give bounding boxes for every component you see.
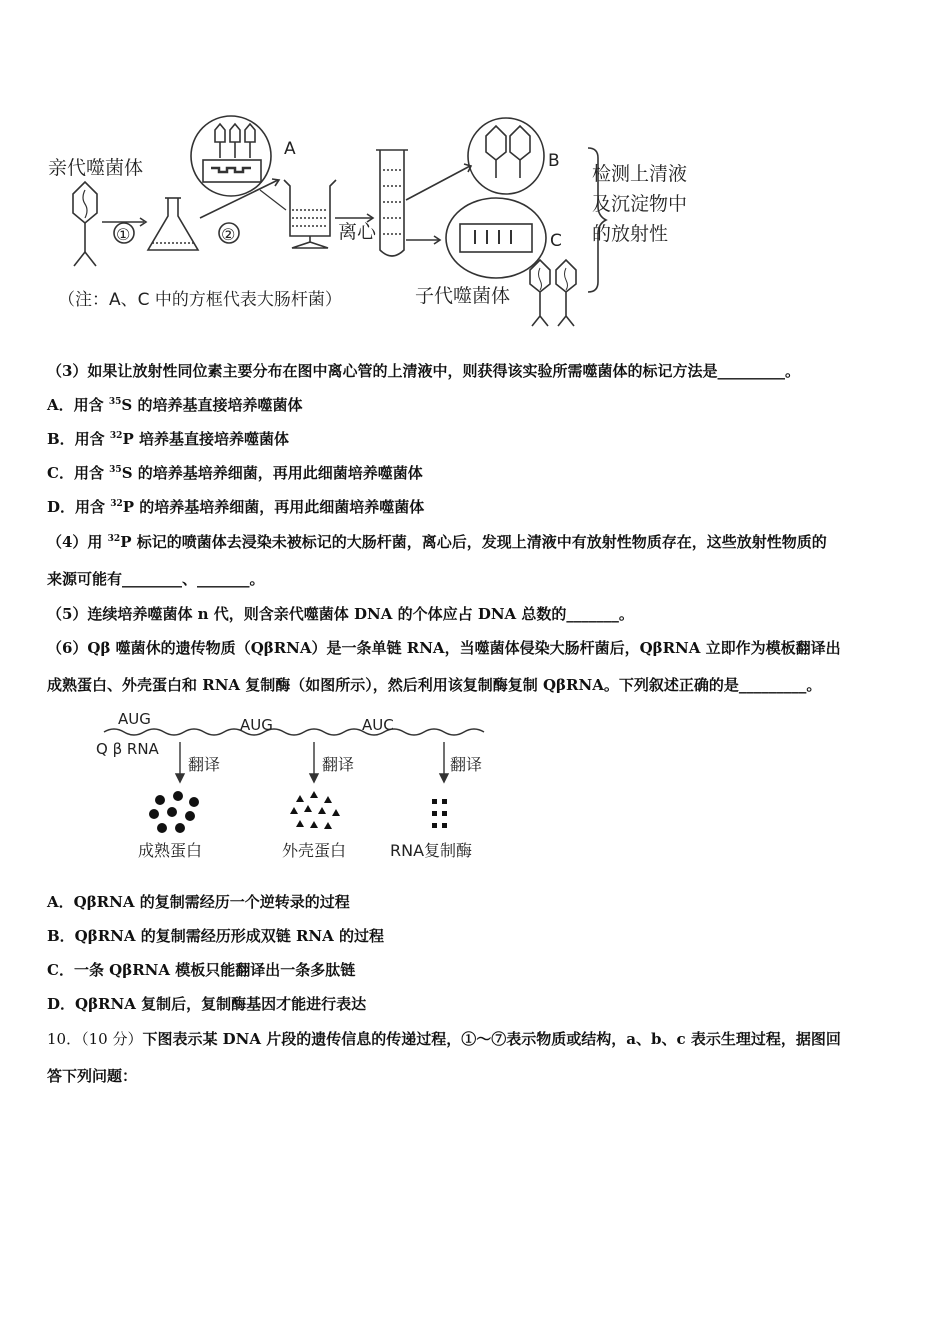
beaker-icon [284,180,336,248]
q5-text: （5）连续培养噬菌体 n 代，则含亲代噬菌体 DNA 的个体应占 DNA 总数的_______。 [47,605,634,623]
supernatant-circle-b [468,118,544,194]
q10-line1: 10．（10 分）下图表示某 DNA 片段的遗传信息的传递过程，①～⑦表示物质或结构，a、b、c 表示生理过程，据图回 [47,1030,841,1048]
q3-option-b: B．用含 $^{32}$P 培养基直接培养噬菌体 [47,430,289,448]
rna-strand [104,729,484,735]
product-label-2: 外壳蛋白 [282,841,347,860]
parent-phage-icon [73,182,97,266]
label-a: A [284,139,296,159]
q3-stem: （3）如果让放射性同位素主要分布在图中离心管的上清液中，则获得该实验所需噬菌体的标记方法是_________。 [47,362,800,380]
figure-note: （注：A、C 中的方框代表大肠杆菌） [58,290,342,310]
translate-label-3: 翻译 [450,755,483,774]
label-c: C [550,231,562,251]
detect-line3: 的放射性 [592,223,669,245]
q6-option-d: D．QβRNA 复制后，复制酶基因才能进行表达 [47,995,367,1013]
label-b: B [548,151,560,171]
parent-phage-label: 亲代噬菌体 [48,157,144,179]
translate-label-1: 翻译 [188,755,221,774]
product-label-3: RNA复制酶 [390,841,473,860]
replicase-icon [432,799,447,828]
q6-option-a: A．QβRNA 的复制需经历一个逆转录的过程 [47,893,350,911]
qbeta-rna-label: Q β RNA [96,740,159,758]
detect-line1: 检测上清液 [592,163,688,185]
pellet-circle-c [446,198,546,278]
q6-option-c: C．一条 QβRNA 模板只能翻译出一条多肽链 [47,961,356,979]
step2-label: ② [221,225,236,244]
q10-number: 10．（10 分） [47,1030,143,1048]
centrifuge-tube-icon [376,150,408,256]
aug-label-1: AUG [118,710,151,728]
q4-line1: （4）用 $^{32}$P 标记的喷菌体去浸染未被标记的大肠杆菌，离心后，发现上清液中有放射性物质存在，这些放射性物质的 [47,533,827,551]
step1-label: ① [116,225,131,244]
translate-label-2: 翻译 [322,755,355,774]
detect-line2: 及沉淀物中 [592,193,688,215]
offspring-label: 子代噬菌体 [415,285,511,307]
qbeta-rna-figure [92,704,522,869]
coat-protein-icon [290,791,340,829]
centrifuge-label: 离心 [338,221,377,243]
phage-experiment-figure [40,110,720,330]
q3-option-c: C．用含 $^{35}$S 的培养基培养细菌，再用此细菌培养噬菌体 [47,464,423,482]
infection-circle-a [191,116,271,196]
q6-line1: （6）Qβ 噬菌休的遗传物质（QβRNA）是一条单链 RNA，当噬菌体侵染大肠杆菌后，QβRNA 立即作为模板翻译出 [47,639,841,657]
q10-line2: 答下列问题： [47,1067,138,1085]
aug-label-2: AUG [240,716,273,734]
q4-line2: 来源可能有________、_______。 [47,570,265,588]
offspring-phage-icon [530,260,576,326]
q6-option-b: B．QβRNA 的复制需经历形成双链 RNA 的过程 [47,927,385,945]
q6-line2: 成熟蛋白、外壳蛋白和 RNA 复制酶（如图所示），然后利用该复制酶复制 QβRNA。下列叙述正确的是_________。 [47,676,822,694]
q3-option-a: A．用含 $^{35}$S 的培养基直接培养噬菌体 [47,396,303,414]
q3-option-d: D．用含 $^{32}$P 的培养基培养细菌，再用此细菌培养噬菌体 [47,498,425,516]
flask-icon [148,198,198,250]
product-label-1: 成熟蛋白 [138,841,203,860]
mature-protein-icon [149,791,199,833]
aug-label-3: AUC [362,716,394,734]
